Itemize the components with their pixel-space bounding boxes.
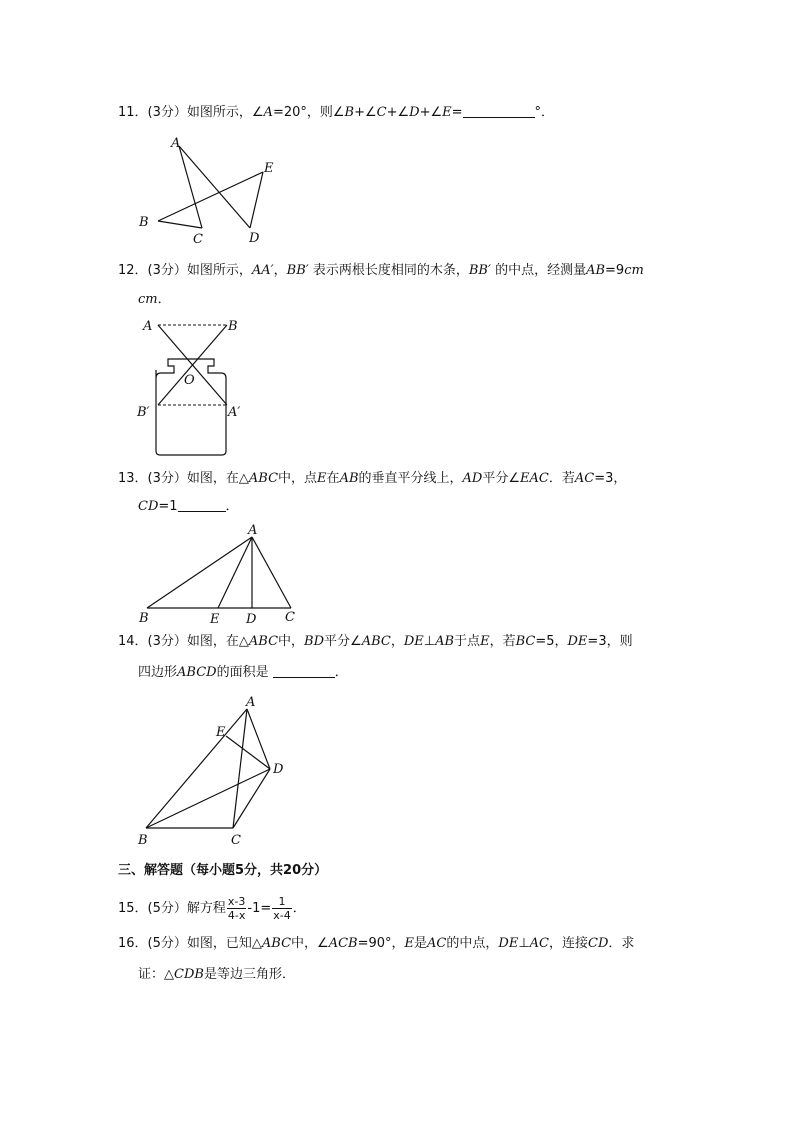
q12-unit2: cm xyxy=(138,292,158,307)
q14-text-line2-b: 的面积是 xyxy=(216,665,269,680)
q16-text-e: 的中点， xyxy=(446,936,499,951)
q11-figure xyxy=(130,134,280,246)
q13-label-e: E xyxy=(210,612,220,627)
q13-var-ab: AB xyxy=(339,471,359,486)
q14-var-ab: AB xyxy=(435,634,455,649)
q15-frac2-denominator: x-4 xyxy=(273,909,291,922)
q14-text-b: 中， xyxy=(278,634,305,649)
q14-text-line1 xyxy=(118,633,633,651)
q13-text-e: 平分∠ xyxy=(482,471,520,486)
q16-text-h: ．求 xyxy=(608,936,635,951)
q13-text-line1 xyxy=(118,470,626,488)
q15-mid: -1= xyxy=(247,901,272,916)
q16-var-e: E xyxy=(404,936,415,951)
q12-var-ab: AB xyxy=(586,263,606,278)
q14-var-e: E xyxy=(480,634,490,649)
q11-text-c: +∠ xyxy=(354,105,377,120)
q13-var-abc: ABC xyxy=(248,471,279,486)
q12-end: ． xyxy=(157,292,171,307)
q13-text-b: 中，点 xyxy=(278,471,318,486)
q13-text-line2 xyxy=(138,498,239,516)
q11-var-e: E xyxy=(442,105,452,120)
q14-text-i: =3，则 xyxy=(587,634,633,649)
q16-var-ac2: AC xyxy=(529,936,549,951)
q13-text-c: 在 xyxy=(326,471,340,486)
q11-var-a: A xyxy=(263,105,273,120)
q11-text-f: = xyxy=(451,105,463,120)
q11-text-a: 11．(3分）如图所示，∠ xyxy=(118,105,264,120)
q14-var-de: DE xyxy=(403,634,424,649)
q14-label-b: B xyxy=(138,833,148,848)
q14-answer-blank[interactable] xyxy=(273,664,335,678)
q11-label-a: A xyxy=(171,136,181,151)
q14-text-e: ⊥ xyxy=(423,634,436,649)
q12-label-o: O xyxy=(184,373,195,388)
q12-label-b: B xyxy=(228,319,238,334)
q14-end: ． xyxy=(334,665,348,680)
q11-answer-blank[interactable] xyxy=(463,104,535,118)
q14-var-de2: DE xyxy=(567,634,588,649)
q15-prefix: 15．(5分）解方程 xyxy=(118,901,226,916)
q14-label-e: E xyxy=(216,725,226,740)
q12-sep: ， xyxy=(273,263,287,278)
section-3-heading: 三、解答题（每小题5分，共20分） xyxy=(118,863,328,878)
q12-text-b: 表示两根长度相同的木条， xyxy=(312,263,469,278)
q16-text-line2-b: 是等边三角形． xyxy=(203,967,295,982)
q14-var-bc: BC xyxy=(515,634,536,649)
q14-var-abcd: ABCD xyxy=(177,665,217,680)
q12-var-aa: AA′ xyxy=(251,263,274,278)
q13-text-d: 的垂直平分线上， xyxy=(358,471,463,486)
q11-line-bc xyxy=(158,221,202,228)
q14-text-g: ，若 xyxy=(489,634,516,649)
q13-answer-blank[interactable] xyxy=(178,498,226,512)
q11-line-ed xyxy=(250,172,263,228)
q13-text-a: 13．(3分）如图，在△ xyxy=(118,471,249,486)
q11-text-b: =20°，则∠ xyxy=(272,105,345,120)
q15-frac2-numerator: 1 xyxy=(272,895,291,909)
q14-figure xyxy=(134,692,294,850)
q16-var-ac: AC xyxy=(427,936,447,951)
q14-text-a: 14．(3分）如图，在△ xyxy=(118,634,249,649)
q12-figure xyxy=(136,316,256,460)
q11-label-d: D xyxy=(249,231,260,246)
q13-text-line2-a: =1 xyxy=(158,499,178,514)
q12-label-a: A xyxy=(143,319,153,334)
q16-text-d: 是 xyxy=(414,936,428,951)
q16-var-acb: ACB xyxy=(328,936,358,951)
q16-var-cdb: CDB xyxy=(174,967,204,982)
q14-text-line2 xyxy=(138,664,348,682)
q15-text xyxy=(118,893,306,925)
q13-end: ． xyxy=(225,499,239,514)
q12-text-line2 xyxy=(138,291,171,309)
q11-text xyxy=(118,104,554,122)
q16-var-abc: ABC xyxy=(261,936,292,951)
q14-label-c: C xyxy=(231,833,241,848)
q13-line-ae xyxy=(218,537,252,608)
q16-text-c: =90°， xyxy=(357,936,405,951)
q15-fraction-2 xyxy=(272,895,291,922)
q16-text-b: 中，∠ xyxy=(291,936,329,951)
q11-label-b: B xyxy=(139,215,149,230)
q14-text-line2-a: 四边形 xyxy=(138,665,178,680)
q11-line-be xyxy=(158,172,263,221)
q14-text-h: =5， xyxy=(535,634,568,649)
q13-line-ab xyxy=(147,537,252,608)
q13-label-b: B xyxy=(139,611,149,626)
q12-label-a-prime: A′ xyxy=(228,405,241,420)
q13-label-d: D xyxy=(246,612,257,627)
q14-label-a: A xyxy=(246,695,256,710)
q11-tail: °． xyxy=(534,105,555,120)
q13-var-ac: AC xyxy=(574,471,595,486)
q11-text-e: +∠ xyxy=(419,105,443,120)
q14-text-c: 平分∠ xyxy=(324,634,362,649)
q12-text-c: 的中点，经测量 xyxy=(495,263,587,278)
q15-frac1-numerator: x-3 xyxy=(227,895,246,908)
q16-text-line1 xyxy=(118,935,634,953)
q12-text-a: 12．(3分）如图所示， xyxy=(118,263,252,278)
q12-text-line1 xyxy=(118,262,644,280)
q14-label-d: D xyxy=(273,762,284,777)
q12-var-bb: BB′ xyxy=(286,263,309,278)
q11-var-c: C xyxy=(376,105,387,120)
q13-var-eac: EAC xyxy=(520,471,549,486)
q14-var-abc: ABC xyxy=(248,634,279,649)
q15-end: ． xyxy=(292,901,306,916)
q13-label-a: A xyxy=(248,523,258,538)
q13-text-f: ．若 xyxy=(548,471,575,486)
q11-var-d: D xyxy=(409,105,420,120)
q11-var-b: B xyxy=(344,105,355,120)
q15-frac1-denominator: 4-x xyxy=(227,909,246,922)
q16-text-f: ⊥ xyxy=(518,936,530,951)
q13-var-cd: CD xyxy=(138,499,159,514)
q16-text-g: ，连接 xyxy=(548,936,588,951)
q11-text-d: +∠ xyxy=(386,105,410,120)
q16-text-line2 xyxy=(138,966,295,984)
q16-var-de: DE xyxy=(498,936,519,951)
q16-text-a: 16．(5分）如图，已知△ xyxy=(118,936,262,951)
q13-var-ad: AD xyxy=(462,471,483,486)
q11-line-ac xyxy=(179,146,202,228)
q13-text-g: =3， xyxy=(594,471,627,486)
q14-line-ab xyxy=(146,709,247,828)
q14-text-f: 于点 xyxy=(454,634,481,649)
q12-var-bb2: BB′ xyxy=(468,263,491,278)
q13-line-ac xyxy=(252,537,291,608)
q16-var-cd: CD xyxy=(588,936,609,951)
q12-label-b-prime: B′ xyxy=(137,405,150,420)
q11-label-c: C xyxy=(193,232,203,246)
q14-var-bd: BD xyxy=(304,634,325,649)
q11-line-ad xyxy=(179,146,250,228)
q11-label-e: E xyxy=(264,161,274,176)
q12-unit1: cm xyxy=(624,263,644,278)
q15-fraction-1 xyxy=(227,895,246,922)
q12-text-d: =9 xyxy=(605,263,625,278)
q14-text-d: ， xyxy=(390,634,404,649)
q13-var-e: E xyxy=(317,471,327,486)
q14-var-abc2: ABC xyxy=(361,634,391,649)
q16-text-line2-a: 证：△ xyxy=(138,967,174,982)
q13-label-c: C xyxy=(285,610,295,625)
q13-figure xyxy=(134,522,304,628)
